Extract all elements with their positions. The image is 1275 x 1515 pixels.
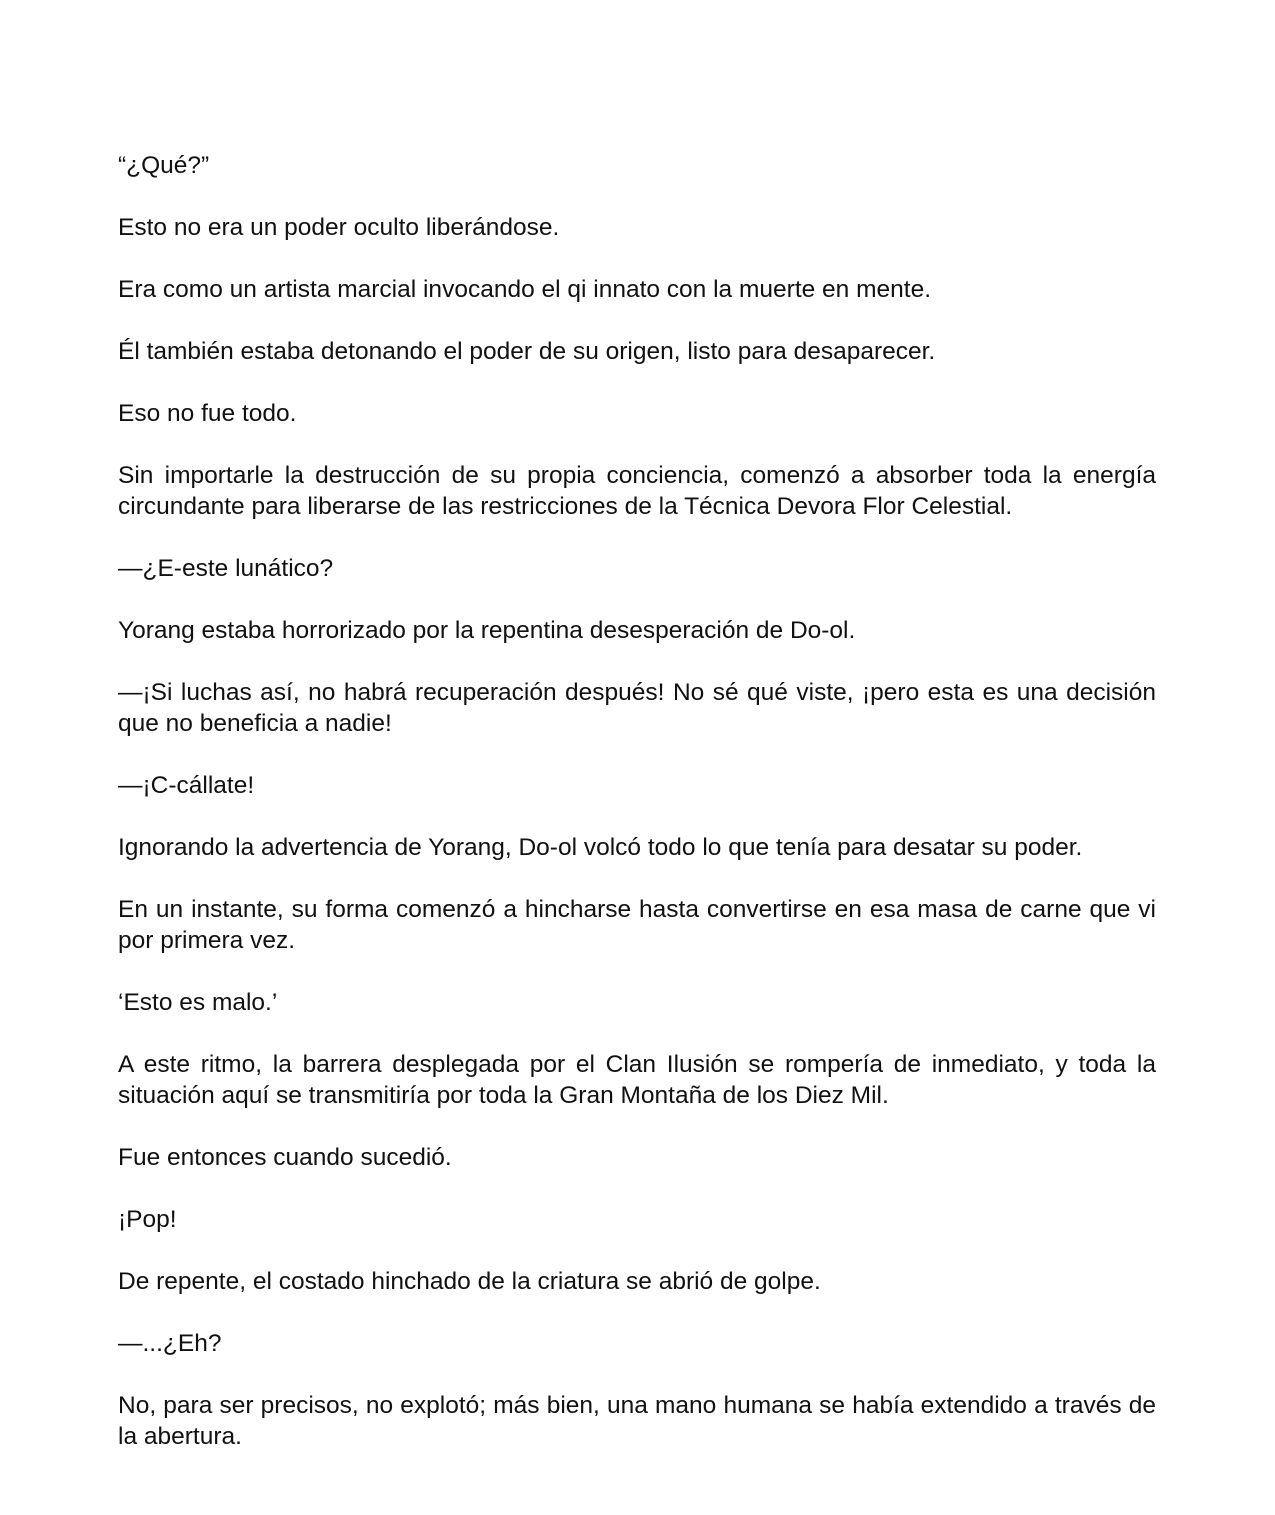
paragraph: ¡Pop! [118, 1206, 177, 1233]
paragraph: Era como un artista marcial invocando el qi innato con la muerte en mente. [118, 276, 932, 303]
paragraph: —¡C-cállate! [118, 772, 255, 799]
paragraph: —¡Si luchas así, no habrá recuperación después! No sé qué viste, ¡pero esta es una decisión que no beneficia a nadie! [118, 679, 1156, 737]
paragraph: No, para ser precisos, no explotó; más bien, una mano humana se había extendido a través de la abertura. [118, 1392, 1156, 1450]
paragraph: Yorang estaba horrorizado por la repentina desesperación de Do-ol. [118, 617, 856, 644]
paragraph: Ignorando la advertencia de Yorang, Do-ol volcó todo lo que tenía para desatar su poder. [118, 834, 1083, 861]
paragraph: En un instante, su forma comenzó a hincharse hasta convertirse en esa masa de carne que vi por primera vez. [118, 896, 1156, 954]
paragraph: Esto no era un poder oculto liberándose. [118, 214, 560, 241]
paragraph: Eso no fue todo. [118, 400, 297, 427]
paragraph: ‘Esto es malo.’ [118, 989, 278, 1016]
paragraph: Sin importarle la destrucción de su propia conciencia, comenzó a absorber toda la energía circundante para liberarse de las restricciones de la Técnica Devora Flor Celestial. [118, 462, 1156, 520]
paragraph: A este ritmo, la barrera desplegada por el Clan Ilusión se rompería de inmediato, y toda la situación aquí se transmitiría por toda la Gran Montaña de los Diez Mil. [118, 1051, 1156, 1109]
paragraph: De repente, el costado hinchado de la criatura se abrió de golpe. [118, 1268, 821, 1295]
paragraph: —¿E-este lunático? [118, 555, 334, 582]
document-page [118, 150, 1156, 1452]
paragraph: Él también estaba detonando el poder de su origen, listo para desaparecer. [118, 338, 936, 365]
paragraph: —...¿Eh? [118, 1330, 222, 1357]
paragraph: “¿Qué?” [118, 152, 210, 179]
paragraph: Fue entonces cuando sucedió. [118, 1144, 452, 1171]
